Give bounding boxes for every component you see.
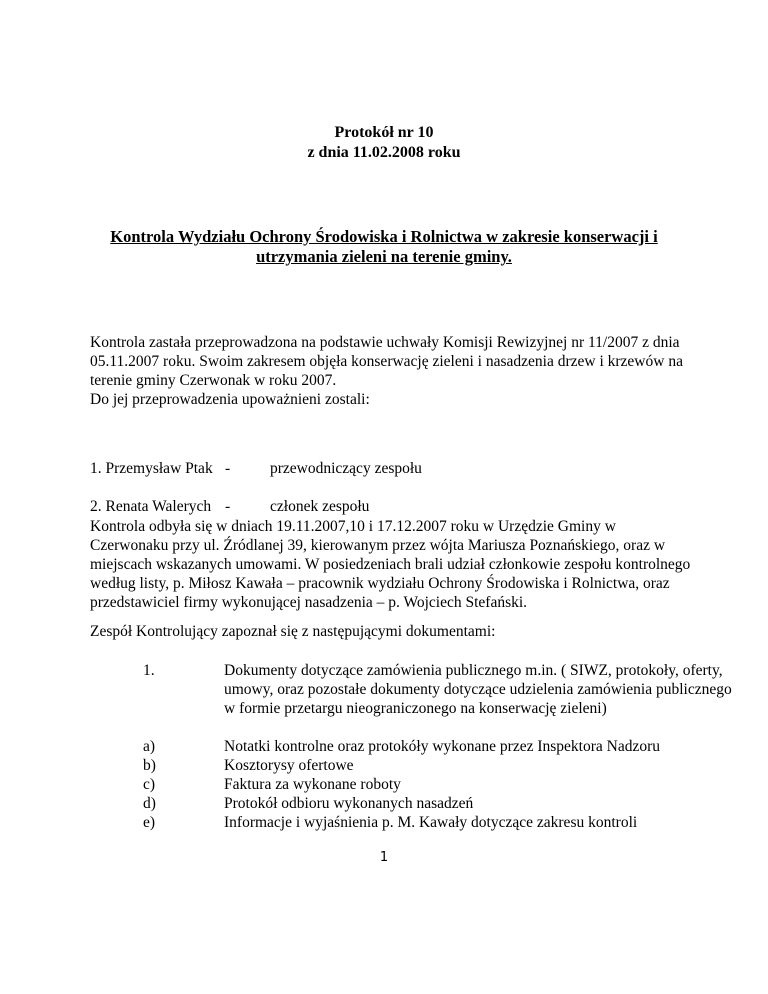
sublist-letter: c) (143, 776, 156, 793)
member-separator: - (225, 498, 231, 515)
sublist-text: Protokół odbioru wykonanych nasadzeń (224, 795, 474, 812)
sublist-letter: d) (143, 795, 156, 812)
details-line: miejscach wskazanych umowami. W posiedzeniach brali udział członkowie zespołu kontrolnego (90, 556, 691, 573)
details-line: przedstawiciel firmy wykonującej nasadzenia – p. Wojciech Stefański. (90, 594, 528, 611)
page-number: 1 (379, 850, 389, 865)
sublist-text: Faktura za wykonane roboty (224, 776, 401, 793)
details-line: Czerwonaku przy ul. Źródlanej 39, kierowanym przez wójta Mariusza Poznańskiego, oraz w (90, 537, 666, 554)
protocol-number: Protokół nr 10 (334, 124, 434, 141)
member-name: 1. Przemysław Ptak (90, 460, 213, 477)
subject-line-1: Kontrola Wydziału Ochrony Środowiska i Rolnictwa w zakresie konserwacji i (110, 227, 658, 246)
member-separator: - (225, 460, 231, 477)
protocol-date: z dnia 11.02.2008 roku (307, 144, 461, 161)
document-item-text (224, 661, 732, 718)
sublist-letter: e) (143, 814, 156, 831)
member-role: członek zespołu (270, 498, 370, 515)
document-item-line: umowy, oraz pozostałe dokumenty dotyczące udzielenia zamówienia publicznego (224, 681, 732, 698)
protocol-header (0, 123, 768, 163)
list-number: 1. (143, 662, 155, 679)
sublist-text: Kosztorysy ofertowe (224, 757, 354, 774)
details-line: według listy, p. Miłosz Kawała – pracownik wydziału Ochrony Środowiska i Rolnictwa, oraz (90, 575, 670, 592)
documents-intro: Zespół Kontrolujący zapoznał się z następującymi dokumentami: (90, 623, 496, 640)
document-item-line: Dokumenty dotyczące zamówienia publicznego m.in. ( SIWZ, protokoły, oferty, (224, 662, 723, 679)
intro-line: Do jej przeprowadzenia upoważnieni zostali: (90, 391, 370, 408)
document-item-line: w formie przetargu nieograniczonego na konserwację zieleni) (224, 700, 607, 717)
details-paragraph (90, 517, 690, 612)
details-line: Kontrola odbyła się w dniach 19.11.2007,10 i 17.12.2007 roku w Urzędzie Gminy w (90, 518, 616, 535)
member-name: 2. Renata Walerych (90, 498, 212, 515)
sublist-letter: b) (143, 757, 156, 774)
intro-line: 05.11.2007 roku. Swoim zakresem objęła konserwację zieleni i nasadzenia drzew i krzewów na (90, 353, 683, 370)
intro-line: terenie gminy Czerwonak w roku 2007. (90, 372, 337, 389)
subject-line-2: utrzymania zieleni na terenie gminy. (256, 247, 512, 266)
sublist-text: Notatki kontrolne oraz protokóły wykonane przez Inspektora Nadzoru (224, 738, 661, 755)
intro-paragraph (90, 333, 690, 409)
sublist-text: Informacje i wyjaśnienia p. M. Kawały dotyczące zakresu kontroli (224, 814, 638, 831)
sublist-letter: a) (143, 738, 156, 755)
subject-heading (100, 227, 668, 267)
intro-line: Kontrola zastała przeprowadzona na podstawie uchwały Komisji Rewizyjnej nr 11/2007 z dnia (90, 334, 680, 351)
member-role: przewodniczący zespołu (270, 460, 422, 477)
